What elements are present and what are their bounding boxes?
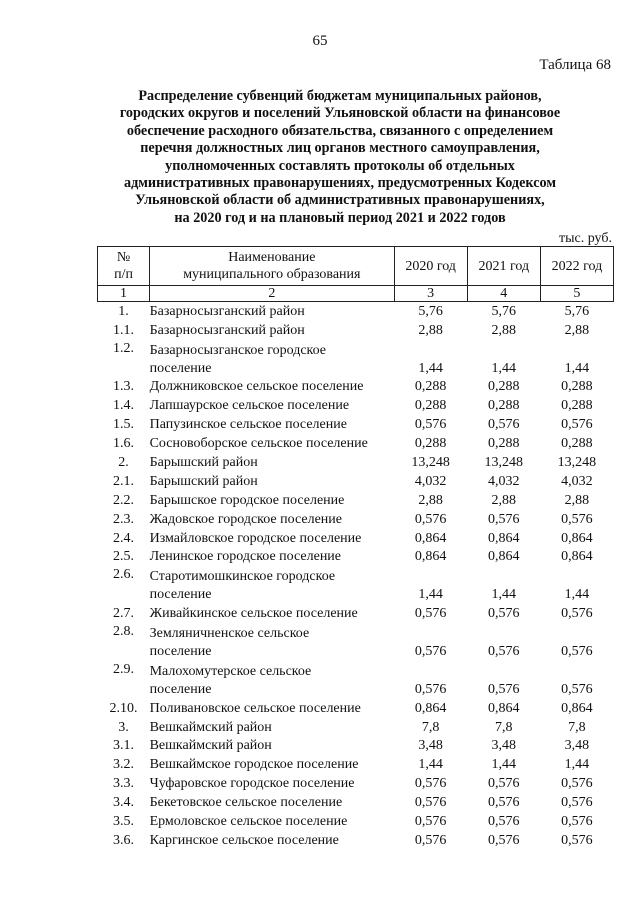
value-2021: 2,88 [491, 492, 517, 508]
table-row [98, 604, 614, 623]
value-2020: 0,864 [414, 530, 447, 546]
row-number: 2.7. [113, 606, 135, 622]
value-2021: 2,88 [491, 322, 517, 338]
title-line: на 2020 год и на плановый период 2021 и 2022 годов [174, 209, 506, 226]
row-number: 2.6. [113, 567, 135, 583]
title-line: Распределение субвенций бюджетам муниципальных районов, [138, 88, 542, 104]
row-number: 2.3. [113, 511, 135, 527]
municipality-name: Каргинское сельское поселение [149, 832, 339, 848]
row-number: 1.3. [113, 379, 135, 395]
table-row [98, 453, 614, 472]
municipality-name: Базарносызганский район [149, 303, 305, 319]
municipality-name: Барышское городское поселение [149, 492, 345, 508]
table-row [98, 548, 614, 567]
subvention-table [97, 246, 614, 850]
value-2022: 1,44 [564, 757, 590, 773]
value-2020: 0,576 [414, 814, 447, 829]
title-line: городских округов и поселений Ульяновской области на финансовое [119, 105, 561, 122]
municipality-name: Папузинское сельское поселение [149, 417, 347, 433]
value-2022: 0,864 [561, 530, 593, 546]
value-2020: 3,48 [418, 738, 443, 754]
value-2021: 13,248 [484, 455, 524, 471]
row-number: 1.6. [113, 436, 135, 452]
value-2022: 0,576 [561, 795, 593, 811]
value-2020: 13,248 [411, 455, 450, 471]
value-2022: 2,88 [564, 492, 590, 508]
value-2020: 5,76 [418, 303, 443, 319]
header-name-line1: Наименование [228, 250, 316, 265]
value-2022: 0,576 [561, 606, 593, 622]
row-number: 3.2. [113, 757, 135, 773]
value-2021: 0,576 [488, 606, 520, 622]
table-label: Таблица 68 [539, 57, 611, 73]
row-number: 2.2. [113, 492, 135, 508]
municipality-name: Вешкаймское городское поселение [149, 757, 359, 773]
value-2021: 1,44 [491, 757, 517, 773]
value-2021: 0,576 [488, 832, 520, 848]
value-2020: 0,576 [414, 681, 447, 697]
municipality-name: Земляничненское сельское поселение [149, 625, 310, 659]
value-2020: 0,576 [414, 606, 447, 622]
table-row [98, 434, 614, 453]
value-2022: 0,576 [561, 814, 593, 829]
value-2022: 1,44 [564, 360, 590, 376]
value-2022: 0,576 [561, 643, 593, 659]
value-2022: 0,288 [561, 398, 593, 414]
header-number [98, 247, 150, 286]
municipality-name: Ленинское городское поселение [149, 549, 342, 565]
row-number: 2.10. [109, 700, 138, 716]
row-number: 1.2. [113, 340, 135, 356]
municipality-name: Базарносызганское городское поселение [149, 342, 327, 376]
municipality-name: Бекетовское сельское поселение [149, 795, 343, 811]
value-2020: 2,88 [418, 492, 443, 508]
row-number: 2.5. [113, 549, 135, 565]
header-number-line2: п/п [114, 267, 133, 282]
municipality-name: Ермоловское сельское поселение [149, 814, 348, 829]
row-number: 3.5. [113, 814, 135, 829]
value-2022: 2,88 [564, 322, 590, 338]
table-body [98, 302, 614, 850]
table-row [98, 793, 614, 812]
value-2021: 0,864 [488, 549, 520, 565]
value-2021: 0,576 [488, 681, 520, 697]
value-2021: 0,576 [488, 795, 520, 811]
table-row [98, 510, 614, 529]
column-number-row [98, 286, 614, 302]
table-row [98, 774, 614, 793]
value-2020: 2,88 [418, 322, 443, 338]
municipality-name: Малохомутерское сельское поселение [149, 663, 312, 697]
value-2020: 0,864 [414, 700, 447, 716]
table-row [98, 529, 614, 548]
column-number: 3 [394, 286, 467, 302]
table-row [98, 831, 614, 850]
municipality-name: Барышский район [149, 455, 258, 471]
value-2020: 0,288 [414, 398, 447, 414]
value-2020: 0,288 [414, 379, 447, 395]
municipality-name: Вешкаймский район [149, 719, 272, 735]
table-row [98, 415, 614, 434]
table-row [98, 812, 614, 831]
table-row [98, 378, 614, 397]
value-2021: 0,864 [488, 530, 520, 546]
row-number: 3.1. [113, 738, 135, 754]
value-2020: 1,44 [418, 360, 443, 376]
header-2022: 2022 год [540, 247, 613, 286]
row-number: 2. [118, 455, 129, 471]
value-2020: 7,8 [421, 719, 440, 735]
table-row [98, 472, 614, 491]
value-2022: 3,48 [564, 738, 590, 754]
title-line: обеспечение расходного обязательства, связанного с определением [126, 122, 554, 139]
units-label: тыс. руб. [559, 231, 612, 246]
value-2021: 1,44 [491, 360, 517, 376]
table-row [98, 737, 614, 756]
value-2020: 1,44 [418, 587, 443, 603]
value-2020: 0,576 [414, 511, 447, 527]
value-2021: 0,288 [488, 398, 520, 414]
municipality-name: Должниковское сельское поселение [149, 379, 364, 395]
row-number: 3.4. [113, 795, 135, 811]
municipality-name: Вешкаймский район [149, 738, 272, 754]
document-title [70, 88, 610, 227]
row-number: 2.8. [113, 624, 135, 640]
value-2022: 0,864 [561, 549, 593, 565]
value-2021: 0,576 [488, 814, 520, 829]
row-number: 3. [118, 719, 129, 735]
column-number: 1 [98, 286, 150, 302]
header-2021: 2021 год [467, 247, 540, 286]
municipality-name: Базарносызганский район [149, 322, 305, 338]
value-2022: 0,576 [561, 511, 593, 527]
value-2022: 4,032 [561, 473, 593, 489]
table-row [98, 566, 614, 604]
column-number: 4 [467, 286, 540, 302]
value-2020: 0,576 [414, 417, 447, 433]
value-2021: 3,48 [491, 738, 517, 754]
value-2022: 0,576 [561, 832, 593, 848]
row-number: 3.6. [113, 832, 135, 848]
header-name-line2: муниципального образования [183, 267, 361, 282]
table-header-row [98, 247, 614, 286]
municipality-name: Лапшаурское сельское поселение [149, 398, 350, 414]
value-2021: 0,576 [488, 776, 520, 792]
row-number: 2.9. [113, 661, 135, 677]
table-row [98, 661, 614, 699]
value-2020: 1,44 [418, 757, 443, 773]
value-2022: 0,576 [561, 417, 593, 433]
municipality-name: Жадовское городское поселение [149, 511, 342, 527]
row-number: 1.4. [113, 398, 135, 414]
row-number: 2.4. [113, 530, 135, 546]
value-2022: 0,576 [561, 681, 593, 697]
value-2020: 0,576 [414, 832, 447, 848]
value-2022: 1,44 [564, 587, 590, 603]
column-number: 5 [540, 286, 613, 302]
value-2020: 0,576 [414, 795, 447, 811]
table-row [98, 755, 614, 774]
table-row [98, 302, 614, 321]
value-2022: 7,8 [568, 719, 586, 735]
municipality-name: Поливановское сельское поселение [149, 700, 361, 716]
municipality-name: Измайловское городское поселение [149, 530, 362, 546]
value-2022: 0,864 [561, 700, 593, 716]
value-2021: 0,288 [488, 379, 520, 395]
value-2020: 0,864 [414, 549, 447, 565]
value-2021: 1,44 [491, 587, 517, 603]
title-line: административных правонарушениях, предусмотренных Кодексом [123, 175, 556, 192]
title-line: уполномоченных составлять протоколы об отдельных [165, 157, 515, 174]
value-2021: 0,576 [488, 417, 520, 433]
header-number-line1: № [116, 250, 131, 265]
table-row [98, 396, 614, 415]
column-number: 2 [150, 286, 394, 302]
table-row [98, 718, 614, 737]
value-2022: 0,288 [561, 379, 593, 395]
value-2021: 4,032 [488, 473, 520, 489]
value-2020: 0,576 [414, 643, 447, 659]
value-2021: 7,8 [495, 719, 513, 735]
row-number: 3.3. [113, 776, 135, 792]
row-number: 1. [118, 303, 129, 319]
title-line: Ульяновской области об административных правонарушениях, [135, 192, 545, 209]
municipality-name: Барышский район [149, 473, 258, 489]
municipality-name: Сосновоборское сельское поселение [149, 436, 368, 452]
row-number: 1.1. [113, 322, 135, 338]
value-2022: 13,248 [557, 455, 597, 471]
header-2020: 2020 год [394, 247, 467, 286]
header-name [150, 247, 394, 286]
value-2022: 0,288 [561, 436, 593, 452]
value-2022: 0,576 [561, 776, 593, 792]
table-row [98, 623, 614, 661]
page-number: 65 [312, 33, 328, 49]
value-2022: 5,76 [564, 303, 590, 319]
municipality-name: Старотимошкинское городское поселение [149, 569, 336, 603]
value-2021: 0,576 [488, 643, 520, 659]
municipality-name: Чуфаровское городское поселение [149, 776, 355, 792]
value-2021: 0,864 [488, 700, 520, 716]
value-2021: 0,288 [488, 436, 520, 452]
table-row [98, 699, 614, 718]
municipality-name: Живайкинское сельское поселение [149, 606, 358, 622]
row-number: 1.5. [113, 417, 135, 433]
title-line: перечня должностных лиц органов местного самоуправления, [140, 140, 540, 157]
value-2021: 0,576 [488, 511, 520, 527]
table-row [98, 321, 614, 340]
table-row [98, 340, 614, 378]
value-2020: 0,288 [414, 436, 447, 452]
value-2020: 4,032 [414, 473, 447, 489]
row-number: 2.1. [113, 473, 135, 489]
table-row [98, 491, 614, 510]
value-2020: 0,576 [414, 776, 447, 792]
value-2021: 5,76 [491, 303, 517, 319]
